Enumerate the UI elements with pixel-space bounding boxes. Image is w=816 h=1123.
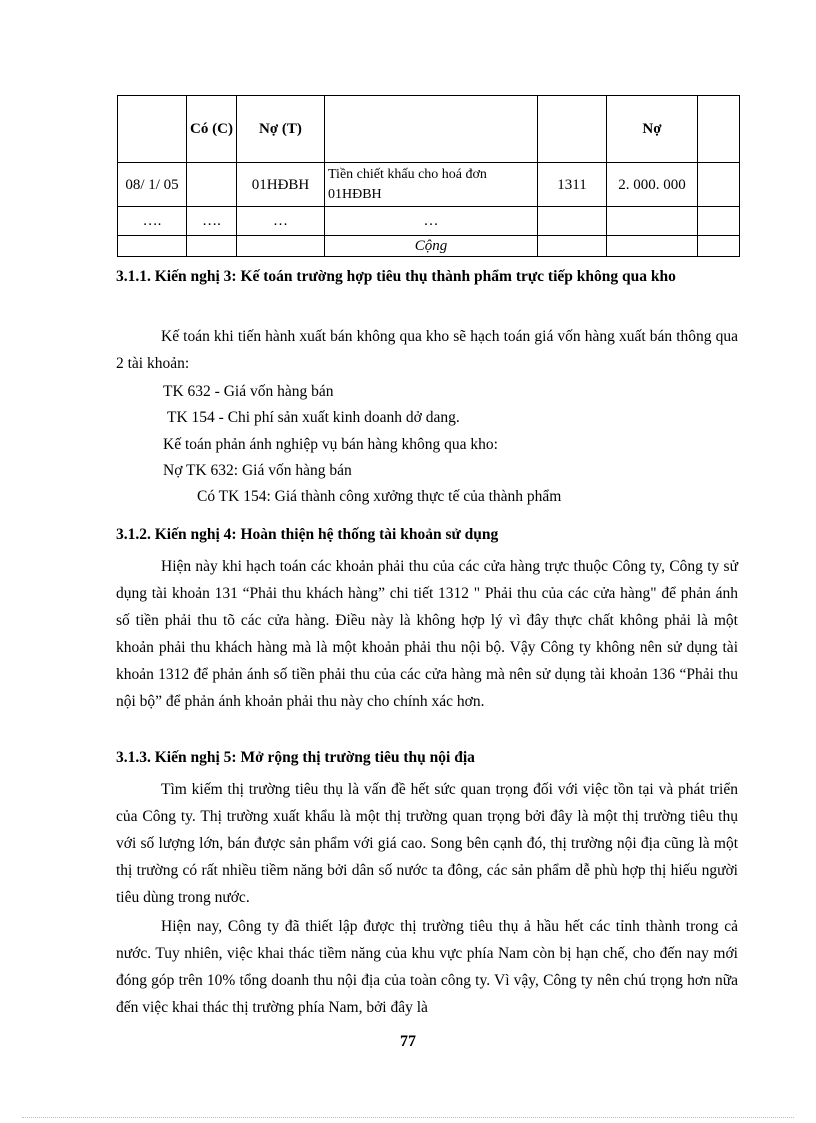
table-cell: Nợ (T) bbox=[237, 96, 325, 163]
paragraph bbox=[116, 323, 738, 377]
table-cell: …. bbox=[118, 207, 187, 236]
text-line: TK 632 - Giá vốn hàng bán bbox=[163, 383, 334, 400]
table-cell: 01HĐBH bbox=[237, 163, 325, 207]
table-cell bbox=[118, 96, 187, 163]
text-line: TK 154 - Chi phí sản xuất kinh doanh dở dang. bbox=[167, 409, 460, 426]
table-cell bbox=[698, 163, 740, 207]
table-cell: Nợ bbox=[607, 96, 698, 163]
section-heading: 3.1.3. Kiến nghị 5: Mở rộng thị trường tiêu thụ nội địa bbox=[116, 749, 475, 766]
ledger-table bbox=[117, 95, 740, 257]
table-cell bbox=[698, 207, 740, 236]
section-heading: 3.1.2. Kiến nghị 4: Hoàn thiện hệ thống tài khoản sử dụng bbox=[116, 526, 499, 543]
table-total-label: Cộng bbox=[325, 236, 538, 257]
table-cell: … bbox=[325, 207, 538, 236]
table-cell bbox=[607, 207, 698, 236]
paragraph-text: Hiện nay, Công ty đã thiết lập được thị trường tiêu thụ ả hầu hết các tỉnh thành trong cả nước. Tuy nhiên, việc khai thác tiềm năng của khu vực phía Nam còn bị hạn chế, cho đến nay mới đóng góp trên 10% tổng doanh thu nội địa của toàn công ty. Vì vậy, Công ty nên chú trọng hơn nữa đến việc khai thác thị trường phía Nam, bởi đây là bbox=[116, 918, 738, 1016]
table-cell: 2. 000. 000 bbox=[607, 163, 698, 207]
paragraph bbox=[116, 776, 738, 911]
table-row bbox=[118, 163, 740, 207]
table-cell bbox=[607, 236, 698, 257]
section-heading: 3.1.1. Kiến nghị 3: Kế toán trường hợp tiêu thụ thành phẩm trực tiếp không qua kho bbox=[116, 268, 676, 285]
text-line: Kế toán phản ánh nghiệp vụ bán hàng không qua kho: bbox=[163, 436, 498, 453]
text-line: Có TK 154: Giá thành công xưởng thực tế của thành phẩm bbox=[197, 488, 562, 505]
table-cell bbox=[118, 236, 187, 257]
table-row bbox=[118, 207, 740, 236]
table-cell: …. bbox=[187, 207, 237, 236]
paragraph-text: Kế toán khi tiến hành xuất bán không qua kho sẽ hạch toán giá vốn hàng xuất bán thông qua 2 tài khoản: bbox=[116, 328, 738, 372]
table-cell bbox=[538, 96, 607, 163]
page-number: 77 bbox=[400, 1033, 416, 1050]
table-cell bbox=[698, 96, 740, 163]
table-cell bbox=[538, 207, 607, 236]
table-cell bbox=[187, 163, 237, 207]
paragraph-text: Tìm kiếm thị trường tiêu thụ là vấn đề hết sức quan trọng đối với việc tồn tại và phát triển của Công ty. Thị trường xuất khẩu là một thị trường quan trọng bởi đây là một thị trường tiêu thụ với số lượng lớn, bán được sản phẩm với giá cao. Song bên cạnh đó, thị trường nội địa cũng là một thị trường có rất nhiều tiềm năng bởi dân số nước ta đông, các sản phẩm dễ phù hợp thị hiếu người tiêu dùng trong nước. bbox=[116, 781, 738, 906]
text-line: Nợ TK 632: Giá vốn hàng bán bbox=[163, 462, 352, 479]
table-cell: Có (C) bbox=[187, 96, 237, 163]
paragraph bbox=[116, 913, 738, 1021]
table-cell bbox=[325, 96, 538, 163]
table-cell: 08/ 1/ 05 bbox=[118, 163, 187, 207]
table-cell: Tiền chiết khấu cho hoá đơn 01HĐBH bbox=[325, 163, 538, 207]
table-cell: 1311 bbox=[538, 163, 607, 207]
table-header-row bbox=[118, 96, 740, 163]
page-bottom-divider bbox=[22, 1117, 794, 1118]
table-total-row bbox=[118, 236, 740, 257]
paragraph-text: Hiện này khi hạch toán các khoản phải thu của các cửa hàng trực thuộc Công ty, Công ty sử dụng tài khoản 131 “Phải thu khách hàng” chi tiết 1312 " Phải thu của các cửa hàng" để phản ánh số tiền phải thu tõ các cửa hàng. Điều này là không hợp lý vì đây thực chất không phải là một khoản phải thu khách hàng mà là một khoản phải thu nội bộ. Vậy Công ty không nên sử dụng tài khoản 1312 để phản ánh số tiền phải thu của các cửa hàng mà nên sử dụng tài khoản 136 “Phải thu nội bộ” để phản ánh khoản phải thu này cho chính xác hơn. bbox=[116, 558, 738, 710]
table-cell bbox=[187, 236, 237, 257]
table-cell bbox=[538, 236, 607, 257]
table-cell: … bbox=[237, 207, 325, 236]
paragraph bbox=[116, 553, 738, 715]
table-cell bbox=[237, 236, 325, 257]
table-cell bbox=[698, 236, 740, 257]
